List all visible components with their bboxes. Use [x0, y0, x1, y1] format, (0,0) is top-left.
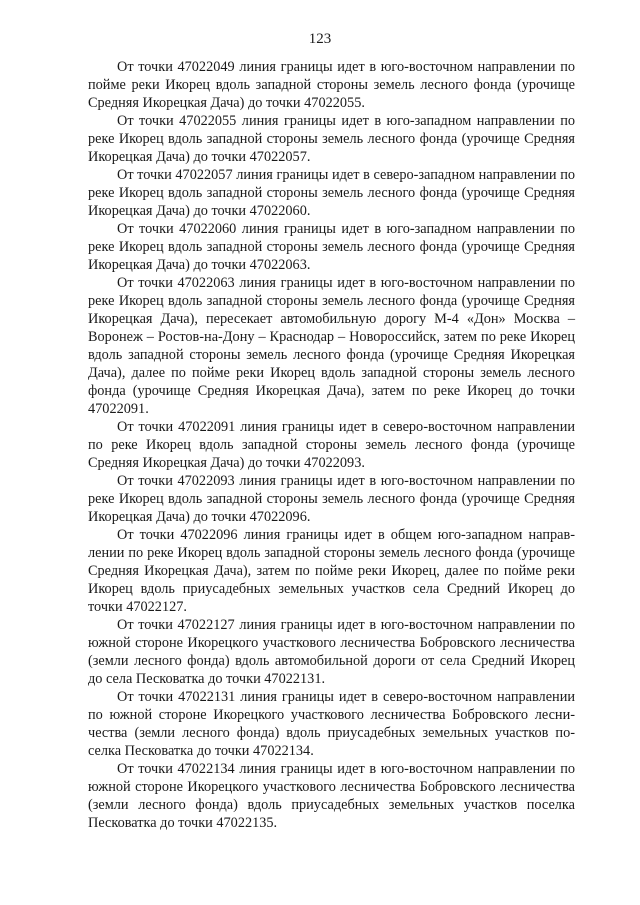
paragraph: От точки 47022063 линия границы идет в юго-восточном направлении по реке Икорец вдоль западной стороны земель лесного фонда (урочище Средняя Икорецкая Дача), пересекает автомобильную дорогу М-4 «Дон» Москва – Воронеж – Ростов-на-Дону – Краснодар – Новороссийск, затем по реке Икорец вдоль западной стороны земель лесного фонда (урочище Средняя Икорецкая Дача), далее по пойме реки Икорец вдоль западной стороны земель лесного фонда (урочище Средняя Икорецкая Дача), затем по реке Икорец до точки 47022091.	[88, 275, 575, 417]
document-body	[88, 58, 575, 832]
paragraph: От точки 47022096 линия границы идет в общем юго-западном направлении по реке Икорец вдоль западной стороны земель лесного фонда (урочище Средняя Икорецкая Дача), затем по пойме реки Икорец, далее по пойме реки Икорец вдоль приусадебных земельных участков села Средний Икорец до точки 47022127.	[88, 527, 575, 615]
page-number: 123	[308, 31, 332, 47]
paragraph: От точки 47022055 линия границы идет в юго-западном направлении по реке Икорец вдоль западной стороны земель лесного фонда (урочище Средняя Икорецкая Дача) до точки 47022057.	[88, 113, 575, 165]
paragraph: От точки 47022134 линия границы идет в юго-восточном направлении по южной стороне Икорецкого участкового лесничества Бобровского лесничества (земли лесного фонда) вдоль приусадебных земельных участков поселка Песковатка до точки 47022135.	[88, 761, 575, 831]
paragraph: От точки 47022131 линия границы идет в северо-восточном направлении по южной стороне Икорецкого участкового лесничества Бобровского лесничества (земли лесного фонда) вдоль приусадебных земельных участков поселка Песковатка до точки 47022134.	[88, 689, 575, 759]
paragraph: От точки 47022091 линия границы идет в северо-восточном направлении по реке Икорец вдоль западной стороны земель лесного фонда (урочище Средняя Икорецкая Дача) до точки 47022093.	[88, 419, 575, 471]
paragraph: От точки 47022093 линия границы идет в юго-восточном направлении по реке Икорец вдоль западной стороны земель лесного фонда (урочище Средняя Икорецкая Дача) до точки 47022096.	[88, 473, 575, 525]
paragraph: От точки 47022060 линия границы идет в юго-западном направлении по реке Икорец вдоль западной стороны земель лесного фонда (урочище Средняя Икорецкая Дача) до точки 47022063.	[88, 221, 575, 273]
paragraph: От точки 47022127 линия границы идет в юго-восточном направлении по южной стороне Икорецкого участкового лесничества Бобровского лесничества (земли лесного фонда) вдоль автомобильной дороги от села Средний Икорец до села Песковатка до точки 47022131.	[88, 617, 575, 687]
paragraph: От точки 47022049 линия границы идет в юго-восточном направлении по пойме реки Икорец вдоль западной стороны земель лесного фонда (урочище Средняя Икорецкая Дача) до точки 47022055.	[88, 59, 575, 111]
paragraph: От точки 47022057 линия границы идет в северо-западном направлении по реке Икорец вдоль западной стороны земель лесного фонда (урочище Средняя Икорецкая Дача) до точки 47022060.	[88, 167, 575, 219]
